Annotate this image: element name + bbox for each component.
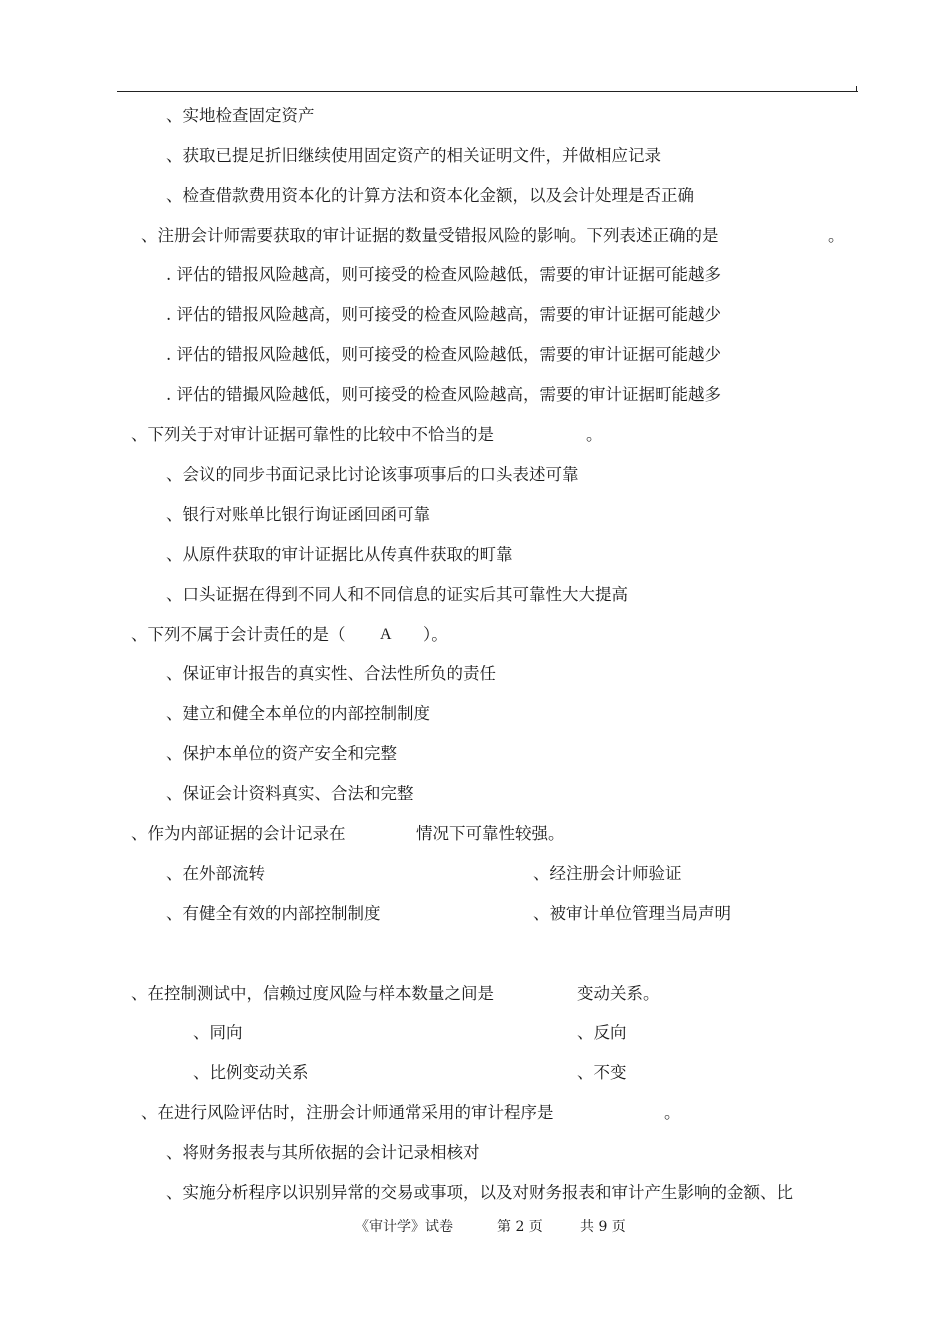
question-end: 。: [664, 1103, 681, 1122]
footer-page-number: 第 2 页: [497, 1219, 543, 1235]
question-line-tail: 变动关系。: [577, 984, 660, 1003]
question-line: 、注册会计师需要获取的审计证据的数量受错报风险的影响。下列表述正确的是: [141, 226, 719, 245]
option-line: 、银行对账单比银行询证函回函可靠: [166, 505, 430, 524]
answer-letter: A: [380, 626, 392, 643]
option-line: 、同向: [193, 1023, 243, 1042]
question-end: 。: [828, 226, 845, 245]
question-line: 、在控制测试中，信赖过度风险与样本数量之间是: [131, 984, 494, 1003]
option-line: . 评估的错撮风险越低，则可接受的检查风险越高，需要的审计证据町能越多: [166, 385, 721, 404]
option-line: 、不变: [577, 1063, 627, 1082]
footer-title: 《审计学》试卷: [355, 1219, 453, 1235]
question-line: 、作为内部证据的会计记录在: [131, 824, 346, 843]
question-line: 、下列关于对审计证据可靠性的比较中不恰当的是: [131, 425, 494, 444]
footer-page-total: 共 9 页: [580, 1219, 626, 1235]
option-line: 、保护本单位的资产安全和完整: [166, 744, 397, 763]
option-line: 、建立和健全本单位的内部控制制度: [166, 704, 430, 723]
question-end: 。: [586, 425, 603, 444]
option-line: 、反向: [577, 1023, 627, 1042]
question-line: 、在进行风险评估时，注册会计师通常采用的审计程序是: [141, 1103, 554, 1122]
question-line-tail: 情况下可靠性较强。: [416, 824, 565, 843]
option-line: 、比例变动关系: [193, 1063, 309, 1082]
option-line: 、将财务报表与其所依据的会计记录相核对: [166, 1143, 480, 1162]
option-line: 、保证审计报告的真实性、合法性所负的责任: [166, 664, 496, 683]
option-line: 、口头证据在得到不同人和不同信息的证实后其可靠性大大提高: [166, 585, 628, 604]
option-line: 、实施分析程序以识别异常的交易或事项，以及对财务报表和审计产生影响的金额、比: [166, 1183, 793, 1202]
option-line: 、会议的同步书面记录比讨论该事项事后的口头表述可靠: [166, 465, 579, 484]
option-line: 、实地检查固定资产: [166, 106, 315, 125]
option-line: 、被审计单位管理当局声明: [533, 904, 731, 923]
option-line: . 评估的错报风险越高，则可接受的检查风险越高，需要的审计证据可能越少: [166, 305, 721, 324]
option-line: . 评估的错报风险越高，则可接受的检查风险越低，需要的审计证据可能越多: [166, 265, 721, 284]
option-line: . 评估的错报风险越低，则可接受的检查风险越低，需要的审计证据可能越少: [166, 345, 721, 364]
option-line: 、有健全有效的内部控制制度: [166, 904, 381, 923]
option-line: 、获取已提足折旧继续使用固定资产的相关证明文件，并做相应记录: [166, 146, 661, 165]
option-line: 、检查借款费用资本化的计算方法和资本化金额，以及会计处理是否正确: [166, 186, 694, 205]
header-rule: [117, 91, 858, 92]
question-end: ）。: [423, 625, 448, 644]
option-line: 、在外部流转: [166, 864, 265, 883]
header-rule-tick: [856, 86, 857, 92]
option-line: 、保证会计资料真实、合法和完整: [166, 784, 414, 803]
option-line: 、从原件获取的审计证据比从传真件获取的町靠: [166, 545, 513, 564]
option-line: 、经注册会计师验证: [533, 864, 682, 883]
question-line: 、下列不属于会计责任的是（: [131, 625, 346, 644]
